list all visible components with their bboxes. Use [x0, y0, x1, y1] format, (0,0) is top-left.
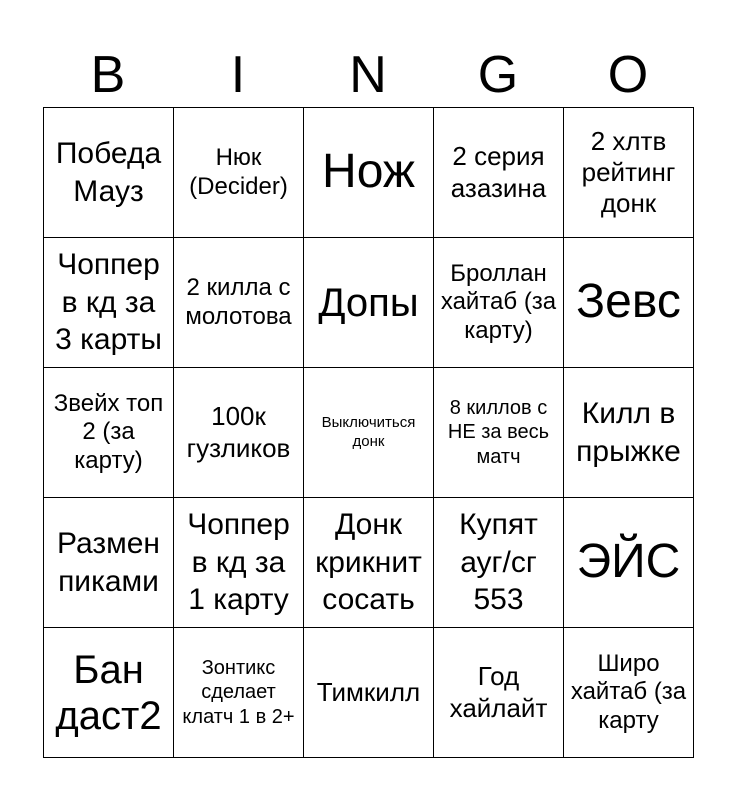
bingo-cell[interactable]: Звейх топ 2 (за карту) [44, 368, 174, 498]
bingo-cell[interactable]: Нож [304, 108, 434, 238]
bingo-cell[interactable]: Чоппер в кд за 1 карту [174, 498, 304, 628]
bingo-cell[interactable]: 2 килла с молотова [174, 238, 304, 368]
bingo-cell[interactable]: Килл в прыжке [564, 368, 694, 498]
bingo-cell[interactable]: Победа Мауз [44, 108, 174, 238]
bingo-cell[interactable]: Широ хайтаб (за карту [564, 628, 694, 758]
header-letter-g: G [477, 46, 519, 104]
header-letter-o: O [607, 46, 649, 104]
bingo-cell[interactable]: Размен пиками [44, 498, 174, 628]
bingo-cell[interactable]: Зевс [564, 238, 694, 368]
bingo-cell[interactable]: Выключиться донк [304, 368, 434, 498]
bingo-cell[interactable]: 8 киллов с НЕ за весь матч [434, 368, 564, 498]
bingo-cell[interactable]: Допы [304, 238, 434, 368]
bingo-cell[interactable]: ЭЙС [564, 498, 694, 628]
bingo-cell[interactable]: Донк крикнит сосать [304, 498, 434, 628]
header-letter-n: N [349, 46, 387, 104]
header-letter-b: B [90, 46, 126, 104]
bingo-cell[interactable]: Нюк (Decider) [174, 108, 304, 238]
bingo-cell[interactable]: Зонтикс сделает клатч 1 в 2+ [174, 628, 304, 758]
bingo-cell[interactable]: Броллан хайтаб (за карту) [434, 238, 564, 368]
bingo-board [43, 107, 694, 758]
bingo-cell[interactable]: Год хайлайт [434, 628, 564, 758]
bingo-cell[interactable]: 2 хлтв рейтинг донк [564, 108, 694, 238]
bingo-cell[interactable]: Купят ауг/сг 553 [434, 498, 564, 628]
header-letter-i: I [230, 46, 246, 104]
bingo-cell[interactable]: Тимкилл [304, 628, 434, 758]
bingo-cell[interactable]: 100к гузликов [174, 368, 304, 498]
bingo-cell[interactable]: Чоппер в кд за 3 карты [44, 238, 174, 368]
bingo-cell[interactable]: Бан даст2 [44, 628, 174, 758]
bingo-cell[interactable]: 2 серия азазина [434, 108, 564, 238]
bingo-header [43, 40, 693, 110]
